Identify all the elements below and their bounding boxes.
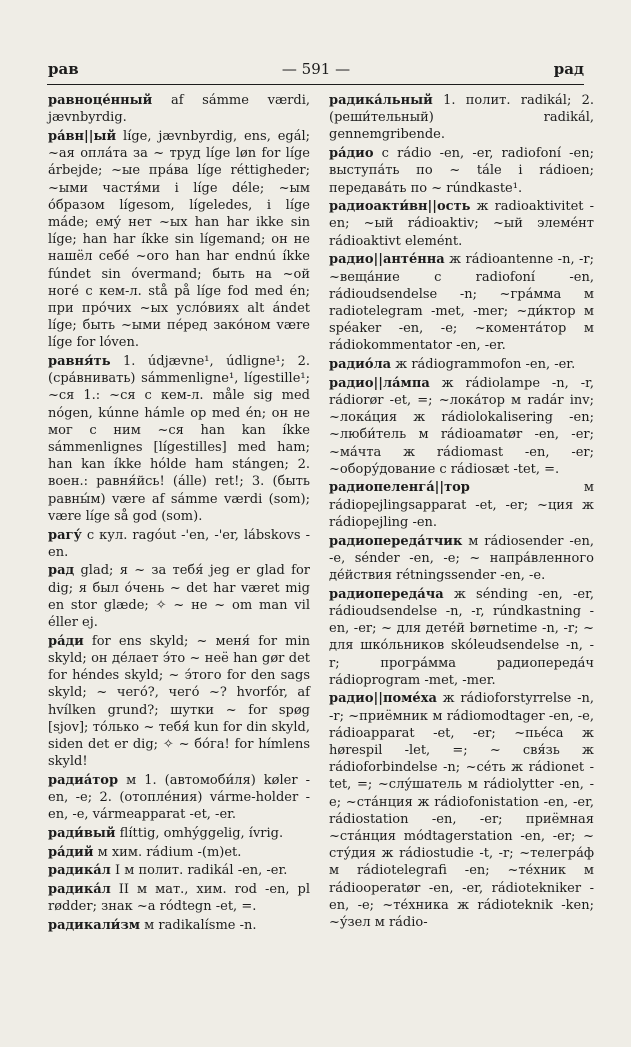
headword: радика́л bbox=[48, 882, 111, 898]
headword: радиопереда́тчик bbox=[329, 533, 463, 549]
entry-text: ж sénding -en, -er, rádioudsendelse -n, -r, rúndkastning -en, -er; ~ для дете́й børnetime -n, -r; ~ для шко́льников skóleudsendelse -n, -r; програ́мма радиопереда́ч rádioprogram -met, -mer. bbox=[329, 586, 594, 688]
entry-text: м 1. (автомоби́ля) køler -en, -e; 2. (отопле́ния) várme-holder -en, -e, vármeapparat -et, -er. bbox=[48, 772, 310, 823]
headword: радио́ла bbox=[329, 357, 392, 373]
entry-text: м rádiosender -en, -e, sénder -en, -e; ~ напра́вленного де́йствия rétningssender -en, -e. bbox=[329, 533, 594, 583]
dictionary-entry bbox=[329, 356, 594, 373]
header-rule bbox=[47, 84, 584, 85]
entry-text: af sámme værdi, jævnbyrdig. bbox=[48, 93, 310, 126]
dictionary-entry bbox=[48, 881, 310, 915]
headword: равня́ть bbox=[48, 354, 111, 370]
dictionary-entry bbox=[48, 353, 310, 525]
headword: ра́дий bbox=[48, 844, 94, 860]
headword: радика́льный bbox=[329, 93, 433, 108]
dictionary-entry bbox=[329, 375, 594, 478]
entry-text: ж rádiolampe -n, -r, rádiorør -et, =; ~лока́тор м radár inv; ~лока́ция ж rádiolokalisering -en; ~люби́тель м rádioamatør -en, -er; ~ма́чта ж rádiomast -en, -er; ~обору́дование с rádiosæt -tet, =. bbox=[329, 375, 594, 477]
headword: радиопереда́ча bbox=[329, 586, 444, 602]
page-header bbox=[48, 60, 584, 84]
entry-text: líge, jævnbyrdig, ens, egál; ~ая опла́та за ~ труд líge løn for líge árbejde; ~ые пра́ва líge réttigheder; ~ыми частя́ми i líge déle; ~ым о́бразом lígesom, lígeledes, i líge máde; ему́ нет ~ых han har ikke sin líge; han har íkke sin lígemand; он не нашёл себе́ ~ого han har endnú íkke fúndet sin óvermand; быть на ~ой ноге́ с кем-л. stå på líge fod med én; при про́чих ~ых усло́виях alt ándet líge; быть ~ыми пе́ред зако́ном være líge for lóven. bbox=[48, 128, 310, 351]
dictionary-entry bbox=[48, 527, 310, 561]
entry-text: с rádio -en, -er, radiofoní -en; выступа́ть по ~ tále i rádioen; передава́ть по ~ rúndkaste¹. bbox=[329, 146, 594, 196]
headword: радио||ла́мпа bbox=[329, 375, 430, 391]
page-number: — 591 — bbox=[281, 60, 351, 78]
dictionary-entry bbox=[329, 586, 594, 689]
dictionary-entry bbox=[48, 562, 310, 631]
dictionary-entry bbox=[329, 145, 594, 197]
dictionary-entry bbox=[48, 633, 310, 771]
entry-text: II м мат., хим. rod -en, pl rødder; знак ~а ródtegn -et, =. bbox=[48, 882, 310, 915]
right-guideword: рад bbox=[553, 60, 584, 78]
headword: радио||анте́нна bbox=[329, 252, 445, 268]
headword: ради́вый bbox=[48, 826, 116, 842]
dictionary-entry bbox=[48, 92, 310, 126]
dictionary-entry bbox=[48, 772, 310, 824]
dictionary-entry bbox=[329, 690, 594, 931]
dictionary-entry bbox=[329, 533, 594, 585]
entry-text: 1. údjævne¹, údligne¹; 2. (сра́внивать) sámmenligne¹, lígestille¹; ~ся 1.: ~ся с кем-л. måle sig med nógen, kúnne hámle op med én; он не мог с ним ~ся han kan íkke sámmenlignes [lígestilles] med ham; han kan íkke hólde ham stángen; 2. воен.: равня́йсь! (álle) ret!; 3. (быть равны́м) være af sámme værdi (som); være líge så god (som). bbox=[48, 354, 310, 524]
headword: радика́л bbox=[48, 863, 111, 879]
entry-text: I м полит. radikál -en, -er. bbox=[110, 863, 288, 879]
dictionary-entry bbox=[48, 825, 310, 842]
entry-text: ж rádioantenne -n, -r; ~веща́ние с radiofoní -en, rádioudsendelse -n; ~гра́мма м radiotelegram -met, -mer; ~ди́ктор м spéaker -en, -e; ~комента́тор м rádiokommentator -en, -er. bbox=[329, 252, 594, 354]
dictionary-entry bbox=[48, 844, 310, 861]
right-column bbox=[329, 92, 594, 933]
headword: рад bbox=[48, 563, 75, 579]
left-column bbox=[48, 92, 310, 936]
left-guideword: рав bbox=[48, 60, 79, 78]
entry-text: м radikalísme -n. bbox=[140, 918, 257, 934]
dictionary-entry bbox=[329, 479, 594, 531]
entry-text: glad; я ~ за тебя́ jeg er glad for dig; я был о́чень ~ det har været mig en stor glæde; ✧ ~ не ~ om man vil éller ej. bbox=[48, 563, 310, 631]
headword: радиопеленга́||тор bbox=[329, 480, 470, 496]
entry-text: flíttig, omhýggelig, ívrig. bbox=[115, 826, 284, 842]
entry-text: for ens skyld; ~ меня́ for min skyld; он де́лает э́то ~ неё han gør det for héndes skyld; ~ э́того for den sags skyld; ~ чего́?, чего́ ~? hvorfór, af hvílken grund?; шутки ~ for spøg [sjov]; то́лько ~ тебя́ kun for din skyld, siden det er dig; ✧ ~ бо́га! for hímlens skyld! bbox=[48, 633, 310, 770]
dictionary-entry bbox=[329, 92, 594, 144]
dictionary-entry bbox=[48, 917, 310, 934]
entry-text: м хим. rádium -(m)et. bbox=[93, 844, 242, 860]
headword: ра́ди bbox=[48, 633, 84, 649]
dictionary-entry bbox=[329, 198, 594, 250]
dictionary-entry bbox=[48, 862, 310, 879]
entry-text: м rádiopejlingsapparat -et, -er; ~ция ж rádiopejling -en. bbox=[329, 480, 594, 530]
dictionary-entry bbox=[329, 251, 594, 354]
headword: равноце́нный bbox=[48, 93, 153, 108]
headword: радикали́зм bbox=[48, 918, 141, 934]
entry-text: ж radioaktivitet -en; ~ый rádioaktiv; ~ый элеме́нт rádioaktivt elemént. bbox=[329, 199, 594, 249]
entry-text: 1. полит. radikál; 2. (реши́тельный) radikál, gennemgribende. bbox=[329, 93, 594, 143]
dictionary-entry bbox=[48, 128, 310, 352]
entry-text: с кул. ragóut -'en, -'er, lábskovs -en. bbox=[48, 527, 310, 560]
entry-text: ж rádiogrammofon -en, -er. bbox=[391, 357, 576, 373]
headword: радиоакти́вн||ость bbox=[329, 199, 471, 215]
headword: радиа́тор bbox=[48, 772, 119, 788]
headword: ра́вн||ый bbox=[48, 128, 117, 144]
entry-text: ж rádioforstyrrelse -n, -r; ~приёмник м rádiomodtager -en, -e, rádioapparat -et, -er; ~пье́са ж hørespil -let, =; ~ свя́зь ж rádioforbindelse -n; ~се́ть ж rádionet -tet, =; ~слу́шатель м rádiolytter -en, -e; ~ста́нция ж rádiofonistation -en, -er, rádiostation -en, -er; приёмная ~ста́нция módtagerstation -en, -er; ~ сту́дия ж rádiostudie -t, -r; ~телегра́ф м rádiotelegrafi -en; ~те́хник м rádiooperatør -en, -er, rádiotekniker -en, -e; ~те́хника ж rádioteknik -ken; ~у́зел м rádio- bbox=[329, 691, 594, 931]
headword: радио||поме́ха bbox=[329, 691, 437, 707]
headword: ра́дио bbox=[329, 146, 374, 162]
headword: рагу́ bbox=[48, 527, 82, 543]
